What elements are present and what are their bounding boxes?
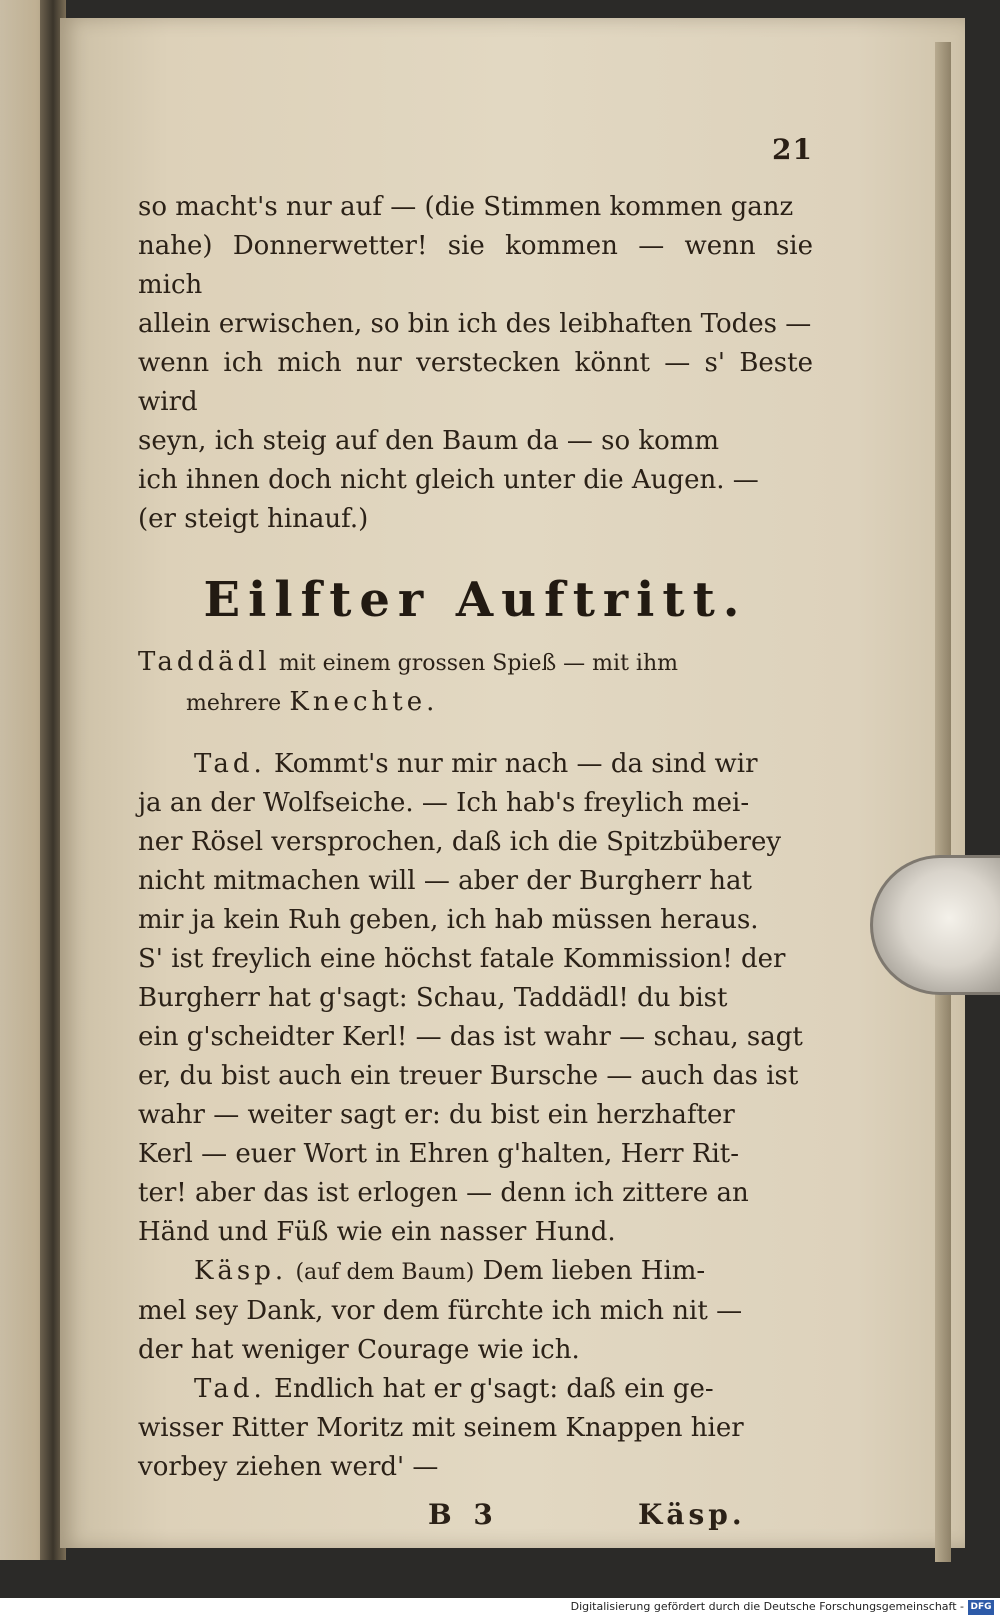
speech-kaesperle [138,1252,813,1292]
speech-line: Kerl — euer Wort in Ehren g'halten, Herr Rit- [138,1139,739,1169]
cast-name: Taddädl [138,647,271,677]
scene-heading: Eilfter Auftritt. [203,572,748,628]
intro-line: wenn ich mich nur verstecken könnt — s' Beste wird [138,348,813,417]
cast-list [138,643,813,723]
speech-line: er, du bist auch ein treuer Bursche — auch das ist [138,1061,799,1091]
page-stack-edge [935,42,951,1562]
speech-line: nicht mitmachen will — aber der Burgherr hat [138,866,752,896]
cast-description: mehrere [186,691,282,716]
speech-line: ner Rösel versprochen, daß ich die Spitzbüberey [138,827,782,857]
speech-line: ter! aber das ist erlogen — denn ich zittere an [138,1178,749,1208]
cast-description: mit einem grossen Spieß — mit ihm [278,651,678,676]
signature-mark: B 3 [428,1498,499,1531]
speech-line: vorbey ziehen werd' — [138,1452,439,1482]
catchword: Käsp. [638,1498,746,1531]
cast-line [138,643,813,683]
speech-taddaedl-2 [138,1370,813,1409]
speech-line: Burgherr hat g'sagt: Schau, Taddädl! du bist [138,983,728,1013]
speech-line: ein g'scheidter Kerl! — das ist wahr — schau, sagt [138,1022,803,1052]
cast-line [138,683,813,723]
speech-line: Händ und Füß wie ein nasser Hund. [138,1217,616,1247]
speaker-label: Tad. [194,749,266,779]
speech-line: mel sey Dank, vor dem fürchte ich mich nit — [138,1296,743,1326]
credit-text: Digitalisierung gefördert durch die Deutsche Forschungsgemeinschaft - [570,1600,964,1613]
speech-line: wisser Ritter Moritz mit seinem Knappen hier [138,1413,744,1443]
intro-line: ich ihnen doch nicht gleich unter die Augen. — [138,465,759,495]
intro-line: nahe) Donnerwetter! sie kommen — wenn sie mich [138,231,813,300]
speech-line: ja an der Wolfseiche. — Ich hab's freylich mei- [138,788,750,818]
speech-line: Dem lieben Him- [482,1256,706,1286]
speech-line: Endlich hat er g'sagt: daß ein ge- [274,1374,714,1404]
speaker-label: Tad. [194,1374,266,1404]
page-number: 21 [772,133,813,166]
intro-line: so macht's nur auf — (die Stimmen kommen ganz [138,192,794,222]
speech-line: S' ist freylich eine höchst fatale Kommission! der [138,944,786,974]
speech-line: der hat weniger Courage wie ich. [138,1335,580,1365]
speaker-label: Käsp. [194,1256,288,1286]
page-footer [138,1495,813,1539]
speech-line: Kommt's nur mir nach — da sind wir [274,749,758,779]
page-content [138,130,813,1539]
intro-paragraph [138,188,813,539]
intro-line: allein erwischen, so bin ich des leibhaften Todes — [138,309,812,339]
page-clip [870,855,1000,995]
stage-direction: (auf dem Baum) [295,1260,475,1285]
dfg-logo: DFG [968,1600,994,1615]
speech-line: mir ja kein Ruh geben, ich hab müssen heraus. [138,905,759,935]
digitization-credit-bar [0,1598,1000,1618]
stage-direction: (er steigt hinauf.) [138,504,369,534]
speech-taddaedl [138,745,813,784]
cast-name: Knechte. [289,687,439,717]
speech-line: wahr — weiter sagt er: du bist ein herzhafter [138,1100,735,1130]
intro-line: seyn, ich steig auf den Baum da — so komm [138,426,720,456]
